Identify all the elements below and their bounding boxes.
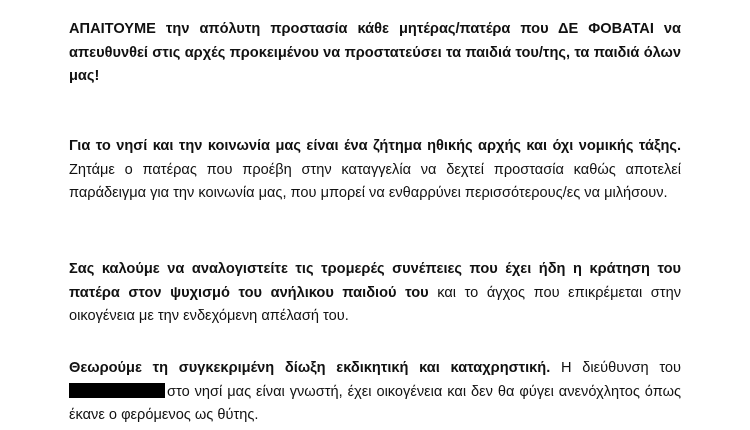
paragraph-moral-issue-bold: Για το νησί και την κοινωνία μας είναι ένα ζήτημα ηθικής αρχής και όχι νομικής τάξης.: [69, 138, 681, 154]
paragraph-prosecution-text: Η διεύθυνση του: [550, 360, 681, 376]
paragraph-consequences: [69, 258, 681, 329]
paragraph-demand: [69, 18, 681, 89]
paragraph-demand-bold: ΑΠΑΙΤΟΥΜΕ την απόλυτη προστασία κάθε μητέρας/πατέρα που ΔΕ ΦΟΒΑΤΑΙ να απευθυνθεί στις αρχές προκειμένου να προστατεύσει τα παιδιά του/της, τα παιδιά όλων μας!: [69, 21, 681, 84]
paragraph-moral-issue: [69, 135, 681, 206]
paragraph-consequences-bold: Σας καλούμε να αναλογιστείτε τις τρομερές συνέπειες που έχει ήδη η κράτηση του πατέρα στον ψυχισμό του ανήλικου παιδιού του: [69, 261, 681, 301]
redaction-bar: [69, 383, 165, 398]
paragraph-prosecution: [69, 357, 681, 428]
paragraph-prosecution-continuation: στο νησί μας είναι γνωστή, έχει οικογένεια και δεν θα φύγει ανενόχλητος όπως έκανε ο φερόμενος ως θύτης.: [69, 383, 681, 423]
paragraph-consequences-text: και το άγχος που επικρέμεται στην οικογένεια με την ενδεχόμενη απέλασή του.: [69, 284, 681, 324]
paragraph-prosecution-bold: Θεωρούμε τη συγκεκριμένη δίωξη εκδικητική και καταχρηστική.: [69, 360, 551, 376]
paragraph-moral-issue-text: Ζητάμε ο πατέρας που προέβη στην καταγγελία να δεχτεί προστασία καθώς αποτελεί παράδειγμα για την κοινωνία μας, που μπορεί να ενθαρρύνει περισσότερους/ες να μιλήσουν.: [69, 161, 681, 201]
